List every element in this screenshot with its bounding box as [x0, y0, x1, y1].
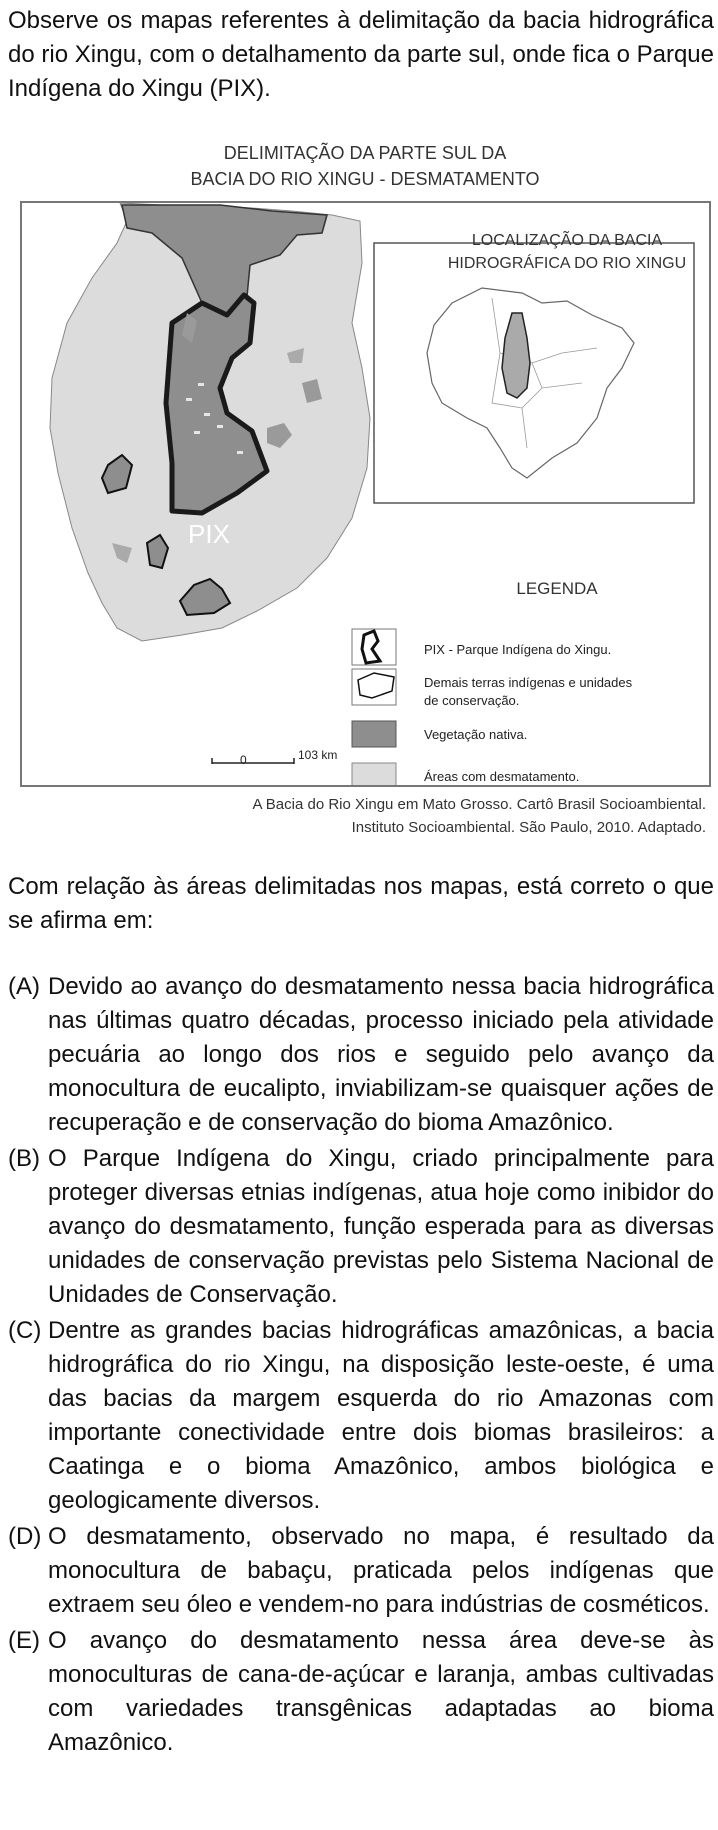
- scale-bar: [212, 758, 294, 764]
- option-c-text: Dentre as grandes bacias hidrográficas amazônicas, a bacia hidrográfica do rio Xingu, na disposição leste-oeste, é uma das bacias da margem esquerda do rio Amazonas com importante conectividade entre dois biomas brasileiros: a Caatinga e o bioma Amazônico, ambos biológica e geologicamente diversos.: [48, 1317, 714, 1514]
- option-a-letter: (A): [8, 973, 40, 1000]
- option-e[interactable]: [8, 1624, 714, 1760]
- legend-item-indigenous-lands-line2: de conservação.: [424, 693, 520, 708]
- option-d-letter: (D): [8, 1523, 42, 1550]
- intro-text: Observe os mapas referentes à delimitação da bacia hidrográfica do rio Xingu, com o detalhamento da parte sul, onde fica o Parque Indígena do Xingu (PIX).: [8, 7, 714, 102]
- locator-title: [432, 229, 702, 275]
- map-title: [120, 140, 610, 192]
- question-stem: Com relação às áreas delimitadas nos mapas, está correto o que se afirma em:: [8, 873, 714, 934]
- swatch-light-gray: [352, 763, 396, 785]
- map-figure: [20, 201, 711, 787]
- swatch-dark-gray: [352, 721, 396, 747]
- option-a[interactable]: [8, 970, 714, 1140]
- pix-label: PIX: [188, 519, 230, 549]
- legend-item-indigenous-lands: [424, 674, 632, 710]
- scale-distance-label: 103 km: [298, 748, 338, 762]
- map-source: [252, 793, 706, 839]
- legend-title: LEGENDA: [516, 579, 598, 598]
- option-b[interactable]: [8, 1142, 714, 1312]
- source-line1: A Bacia do Rio Xingu em Mato Grosso. Cartô Brasil Socioambiental.: [252, 796, 706, 813]
- option-b-letter: (B): [8, 1145, 40, 1172]
- legend-item-deforestation: Áreas com desmatamento.: [424, 769, 580, 784]
- source-line2: Instituto Socioambiental. São Paulo, 2010. Adaptado.: [351, 819, 706, 836]
- option-d-text: O desmatamento, observado no mapa, é resultado da monocultura de babaçu, praticada pelos indígenas que extraem seu óleo e vendem-no para indústrias de cosméticos.: [48, 1523, 714, 1618]
- option-b-text: O Parque Indígena do Xingu, criado principalmente para proteger diversas etnias indígenas, atua hoje como inibidor do avanço do desmatamento, função esperada para as diversas unidades de conservação previstas pelo Sistema Nacional de Unidades de Conservação.: [48, 1145, 714, 1308]
- legend-item-indigenous-lands-line1: Demais terras indígenas e unidades: [424, 675, 633, 690]
- legend-item-pix: PIX - Parque Indígena do Xingu.: [424, 642, 612, 657]
- scale-start-label: 0: [240, 753, 247, 767]
- option-a-text: Devido ao avanço do desmatamento nessa bacia hidrográfica nas últimas quatro décadas, processo iniciado pela atividade pecuária ao longo dos rios e seguido pelo avanço da monocultura de eucalipto, inviabilizam-se quaisquer ações de recuperação e de conservação do bioma Amazônico.: [48, 973, 714, 1136]
- option-e-text: O avanço do desmatamento nessa área deve-se às monoculturas de cana-de-açúcar e laranja, ambas cultivadas com variedades transgênicas adaptadas ao bioma Amazônico.: [48, 1627, 714, 1756]
- option-c-letter: (C): [8, 1317, 42, 1344]
- answer-options: [8, 970, 714, 1762]
- option-e-letter: (E): [8, 1627, 40, 1654]
- locator-title-line2: HIDROGRÁFICA DO RIO XINGU: [447, 255, 687, 272]
- legend-item-native-vegetation: Vegetação nativa.: [424, 727, 528, 742]
- option-d[interactable]: [8, 1520, 714, 1622]
- option-c[interactable]: [8, 1314, 714, 1518]
- pix-outline-icon: [362, 631, 380, 663]
- locator-title-line1: LOCALIZAÇÃO DA BACIA: [471, 232, 663, 249]
- map-title-line2: BACIA DO RIO XINGU - DESMATAMENTO: [190, 169, 540, 189]
- indigenous-land-outline-icon: [358, 673, 394, 698]
- map-title-line1: DELIMITAÇÃO DA PARTE SUL DA: [223, 143, 507, 163]
